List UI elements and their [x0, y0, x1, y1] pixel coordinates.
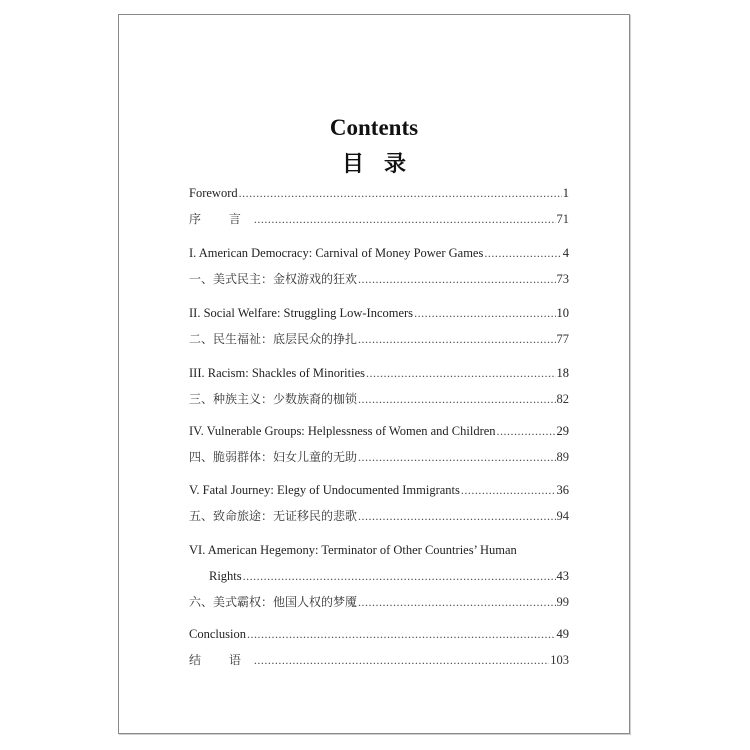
toc-entry-chapter-3[interactable]: III. Racism: Shackles of Minorities ..... 18	[189, 361, 569, 381]
toc-entry-foreword-zh[interactable]: 序 言 ..... 71	[189, 207, 569, 227]
dot-leader	[239, 185, 562, 201]
dot-leader	[497, 423, 556, 439]
toc-entry-chapter-2-zh[interactable]: 二、民生福祉：底层民众的挣扎 ..... 77	[189, 327, 569, 347]
toc-entry-conclusion-zh[interactable]: 结 语 ..... 103	[189, 648, 569, 668]
toc-entry-chapter-4[interactable]: IV. Vulnerable Groups: Helplessness of Women and Children ..... 29	[189, 419, 569, 439]
dot-leader	[254, 211, 556, 227]
document-page	[118, 14, 630, 734]
dot-leader	[366, 365, 555, 381]
toc-entry-chapter-3-zh[interactable]: 三、种族主义：少数族裔的枷锁 ..... 82	[189, 387, 569, 407]
dot-leader	[254, 652, 549, 668]
dot-leader	[358, 271, 555, 287]
dot-leader	[243, 568, 556, 584]
dot-leader	[414, 305, 555, 321]
dot-leader	[484, 245, 561, 261]
toc-entry-conclusion[interactable]: Conclusion ..... 49	[189, 622, 569, 642]
toc-entry-chapter-4-zh[interactable]: 四、脆弱群体：妇女儿童的无助 ..... 89	[189, 445, 569, 465]
dot-leader	[358, 594, 555, 610]
toc-entry-chapter-2[interactable]: II. Social Welfare: Struggling Low-Incomers ..... 10	[189, 301, 569, 321]
toc-entry-chapter-5-zh[interactable]: 五、致命旅途：无证移民的悲歌 ..... 94	[189, 504, 569, 524]
toc-entry-chapter-5[interactable]: V. Fatal Journey: Elegy of Undocumented Immigrants ..... 36	[189, 478, 569, 498]
dot-leader	[358, 391, 555, 407]
toc-entry-chapter-6-continued[interactable]: Rights ..... 43	[189, 564, 569, 584]
toc-entry-chapter-1[interactable]: I. American Democracy: Carnival of Money Power Games ..... 4	[189, 241, 569, 261]
toc-entry-chapter-6-zh[interactable]: 六、美式霸权：他国人权的梦魇 ..... 99	[189, 590, 569, 610]
toc-entry-foreword[interactable]: Foreword ..... 1	[189, 181, 569, 201]
dot-leader	[247, 626, 556, 642]
toc-entry-chapter-1-zh[interactable]: 一、美式民主：金权游戏的狂欢 ..... 73	[189, 267, 569, 287]
dot-leader	[358, 449, 555, 465]
contents-title-zh: 目录	[341, 152, 426, 177]
toc-entry-chapter-6[interactable]: VI. American Hegemony: Terminator of Other Countries’ Human	[189, 543, 517, 557]
dot-leader	[358, 331, 555, 347]
dot-leader	[461, 482, 556, 498]
dot-leader	[358, 508, 555, 524]
contents-title-en: Contents	[329, 115, 419, 140]
